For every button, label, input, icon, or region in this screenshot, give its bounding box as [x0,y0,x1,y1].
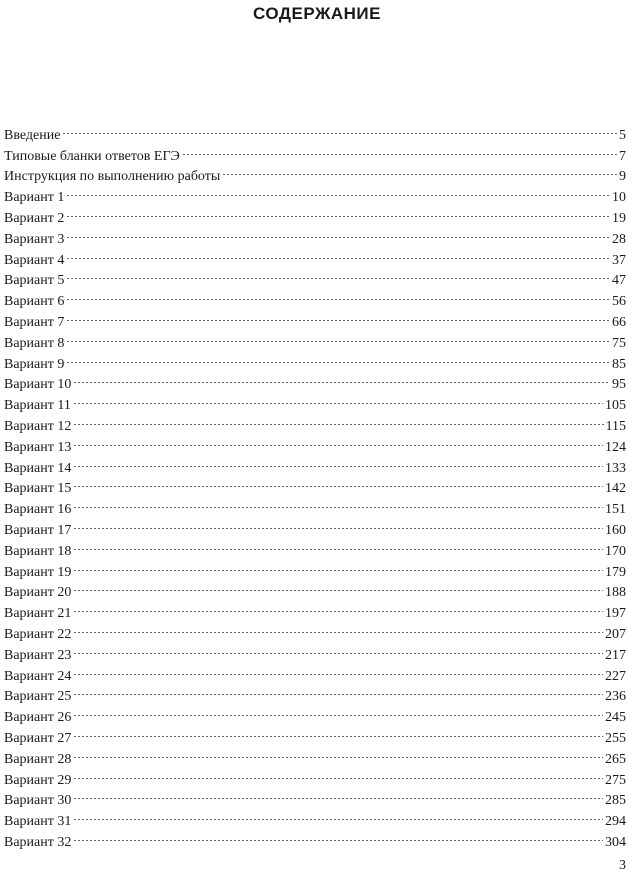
toc-dot-leader [66,201,610,222]
toc-dot-leader [66,347,610,368]
toc-dot-leader [73,513,603,534]
toc-entry-page: 151 [605,502,626,518]
toc-dot-leader [73,596,603,617]
toc-entry-page: 227 [605,668,626,684]
toc-entry[interactable] [4,617,626,642]
toc-entry-page: 188 [605,585,626,601]
toc-entry[interactable] [4,742,626,767]
toc-entry-label: Вариант 7 [4,314,65,330]
toc-dot-leader [182,139,617,160]
toc-entry-label: Вариант 18 [4,543,72,559]
toc-entry-label: Вариант 6 [4,294,65,310]
table-of-contents [4,118,626,850]
toc-entry-label: Вариант 3 [4,231,65,247]
toc-entry-label: Вариант 20 [4,585,72,601]
toc-entry-page: 142 [605,481,626,497]
toc-entry[interactable] [4,680,626,705]
toc-entry[interactable] [4,784,626,809]
toc-entry-label: Инструкция по выполнению работы [4,169,221,185]
toc-entry-label: Вариант 22 [4,626,72,642]
toc-entry-page: 9 [619,169,626,185]
toc-entry-page: 7 [619,148,626,164]
toc-entry-label: Вариант 21 [4,606,72,622]
toc-entry[interactable] [4,388,626,414]
toc-entry-page: 285 [605,793,626,809]
toc-entry[interactable] [4,804,626,830]
toc-entry[interactable] [4,555,626,580]
toc-entry-page: 10 [612,190,626,206]
toc-dot-leader [66,243,610,264]
toc-dot-leader [73,576,603,597]
page-number: 3 [619,858,626,873]
toc-entry-label: Вариант 29 [4,772,72,788]
toc-entry-label: Вариант 8 [4,335,65,351]
toc-entry[interactable] [4,409,626,434]
toc-entry-page: 265 [605,751,626,767]
toc-entry-label: Вариант 9 [4,356,65,372]
toc-entry[interactable] [4,347,626,372]
toc-entry-page: 19 [612,210,626,226]
toc-entry-label: Вариант 16 [4,502,72,518]
toc-entry-page: 179 [605,564,626,580]
toc-dot-leader [66,326,610,347]
toc-entry[interactable] [4,201,626,226]
toc-dot-leader [73,638,603,659]
toc-dot-leader [73,784,603,805]
toc-entry-label: Вариант 24 [4,668,72,684]
toc-entry-page: 255 [605,730,626,746]
toc-entry-label: Вариант 31 [4,814,72,830]
toc-entry[interactable] [4,534,626,559]
toc-entry-page: 236 [605,689,626,705]
toc-entry-page: 133 [605,460,626,476]
toc-entry[interactable] [4,659,626,684]
toc-entry[interactable] [4,451,626,476]
toc-entry-label: Вариант 10 [4,377,72,393]
toc-entry[interactable] [4,243,626,268]
toc-entry-label: Вариант 15 [4,481,72,497]
toc-entry[interactable] [4,638,626,663]
toc-entry[interactable] [4,825,626,850]
toc-entry-page: 75 [612,335,626,351]
toc-entry-label: Вариант 28 [4,751,72,767]
toc-dot-leader [73,742,603,763]
toc-entry-label: Вариант 1 [4,190,65,206]
toc-entry-page: 28 [612,231,626,247]
toc-dot-leader [66,305,610,326]
toc-entry-page: 5 [619,127,626,143]
toc-entry[interactable] [4,472,626,497]
toc-entry-page: 85 [612,356,626,372]
toc-dot-leader [73,804,603,825]
toc-dot-leader [73,430,603,451]
toc-entry[interactable] [4,118,626,143]
toc-entry-page: 275 [605,772,626,788]
toc-entry[interactable] [4,513,626,538]
toc-dot-leader [73,555,603,576]
toc-entry[interactable] [4,430,626,455]
toc-entry[interactable] [4,139,626,164]
toc-entry-page: 56 [612,294,626,310]
toc-entry-label: Вариант 5 [4,273,65,289]
toc-dot-leader [73,492,603,513]
toc-dot-leader [73,617,603,638]
toc-dot-leader [73,680,603,701]
toc-entry-label: Вариант 23 [4,647,72,663]
toc-entry[interactable] [4,721,626,746]
toc-entry-page: 124 [605,439,626,455]
toc-entry[interactable] [4,305,626,330]
page-title: СОДЕРЖАНИЕ [253,4,381,23]
toc-entry[interactable] [4,763,626,788]
toc-dot-leader [73,721,603,742]
toc-entry[interactable] [4,284,626,310]
toc-dot-leader [62,118,617,139]
toc-entry-label: Вариант 12 [4,418,72,434]
toc-dot-leader [222,160,617,181]
toc-entry-page: 47 [612,273,626,289]
toc-entry[interactable] [4,368,626,393]
toc-entry-label: Вариант 13 [4,439,72,455]
toc-entry-page: 160 [605,522,626,538]
toc-entry-page: 37 [612,252,626,268]
toc-entry-label: Вариант 26 [4,710,72,726]
toc-entry-page: 294 [605,814,626,830]
toc-entry-page: 207 [605,626,626,642]
toc-entry[interactable] [4,326,626,351]
toc-entry-page: 105 [605,398,626,414]
toc-entry-label: Вариант 2 [4,210,65,226]
toc-entry-label: Вариант 17 [4,522,72,538]
toc-dot-leader [73,763,603,784]
toc-dot-leader [73,534,603,555]
toc-entry-label: Вариант 4 [4,252,65,268]
toc-dot-leader [66,180,610,201]
toc-entry-page: 115 [605,418,626,434]
toc-dot-leader [66,264,610,285]
toc-entry-page: 95 [612,377,626,393]
toc-entry-label: Вариант 27 [4,730,72,746]
toc-dot-leader [73,659,603,680]
toc-dot-leader [73,451,603,472]
toc-dot-leader [73,700,603,721]
toc-entry[interactable] [4,180,626,206]
toc-entry[interactable] [4,576,626,601]
toc-dot-leader [73,472,603,493]
toc-entry-label: Вариант 30 [4,793,72,809]
toc-entry[interactable] [4,596,626,622]
toc-entry-page: 217 [605,647,626,663]
toc-entry-label: Вариант 25 [4,689,72,705]
toc-entry-page: 66 [612,314,626,330]
toc-entry[interactable] [4,492,626,518]
toc-entry[interactable] [4,264,626,289]
toc-entry-page: 170 [605,543,626,559]
toc-dot-leader [73,409,603,430]
toc-entry-label: Вариант 11 [4,398,71,414]
toc-entry-label: Типовые бланки ответов ЕГЭ [4,148,180,164]
toc-entry-label: Введение [4,127,61,143]
toc-dot-leader [66,284,610,305]
toc-entry-label: Вариант 19 [4,564,72,580]
toc-entry-page: 245 [605,710,626,726]
toc-entry-label: Вариант 32 [4,834,72,850]
toc-dot-leader [66,222,610,243]
toc-dot-leader [73,388,603,409]
toc-entry[interactable] [4,700,626,726]
toc-entry-page: 304 [605,834,626,850]
toc-entry-label: Вариант 14 [4,460,72,476]
toc-entry-page: 197 [605,606,626,622]
toc-dot-leader [73,825,603,846]
toc-dot-leader [73,368,610,389]
toc-entry[interactable] [4,222,626,247]
